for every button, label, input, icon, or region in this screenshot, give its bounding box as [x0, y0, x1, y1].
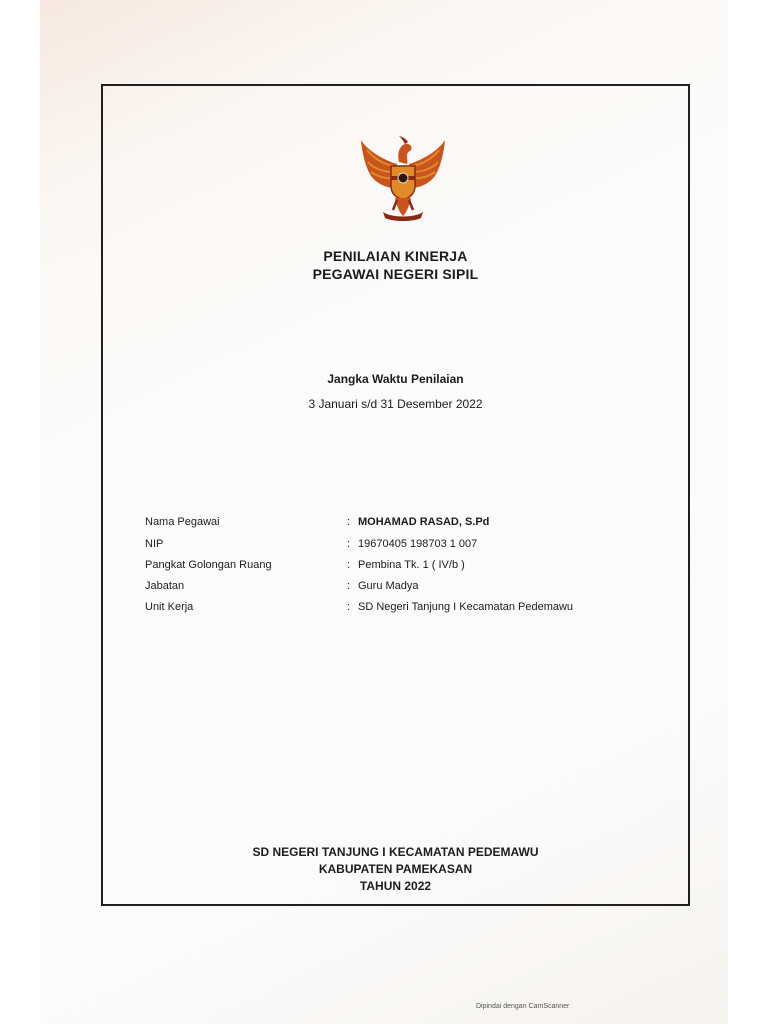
field-label: Unit Kerja: [145, 601, 194, 613]
field-label: Nama Pegawai: [145, 516, 220, 528]
footer-regency: KABUPATEN PAMEKASAN: [318, 862, 473, 876]
field-separator: :: [347, 538, 351, 550]
document-title-line-2: PEGAWAI NEGERI SIPIL: [312, 266, 479, 282]
footer-year: TAHUN 2022: [359, 879, 432, 893]
field-separator: :: [347, 580, 351, 592]
page-margin: [0, 0, 40, 1024]
assessment-period-value: 3 Januari s/d 31 Desember 2022: [308, 397, 483, 411]
scanner-watermark: Dipindai dengan CamScanner: [476, 1003, 570, 1010]
emblem-crest: [399, 136, 408, 144]
emblem-shield-center: [398, 173, 408, 183]
document-title-line-1: PENILAIAN KINERJA: [323, 248, 468, 264]
assessment-period-label: Jangka Waktu Penilaian: [327, 372, 464, 386]
field-label: Jabatan: [145, 580, 185, 592]
garuda-emblem-icon: [353, 132, 453, 224]
field-value: Guru Madya: [358, 580, 419, 592]
field-separator: :: [347, 601, 351, 613]
field-separator: :: [347, 559, 351, 571]
field-value: Pembina Tk. 1 ( IV/b ): [358, 559, 465, 571]
footer-school-name: SD NEGERI TANJUNG I KECAMATAN PEDEMAWU: [252, 845, 539, 859]
field-value: 19670405 198703 1 007: [358, 538, 478, 550]
field-value: SD Negeri Tanjung I Kecamatan Pedemawu: [358, 601, 574, 613]
field-label: Pangkat Golongan Ruang: [145, 559, 272, 571]
field-label: NIP: [145, 538, 164, 550]
field-separator: :: [347, 516, 351, 528]
field-value: MOHAMAD RASAD, S.Pd: [358, 516, 490, 528]
emblem-head: [398, 144, 411, 164]
